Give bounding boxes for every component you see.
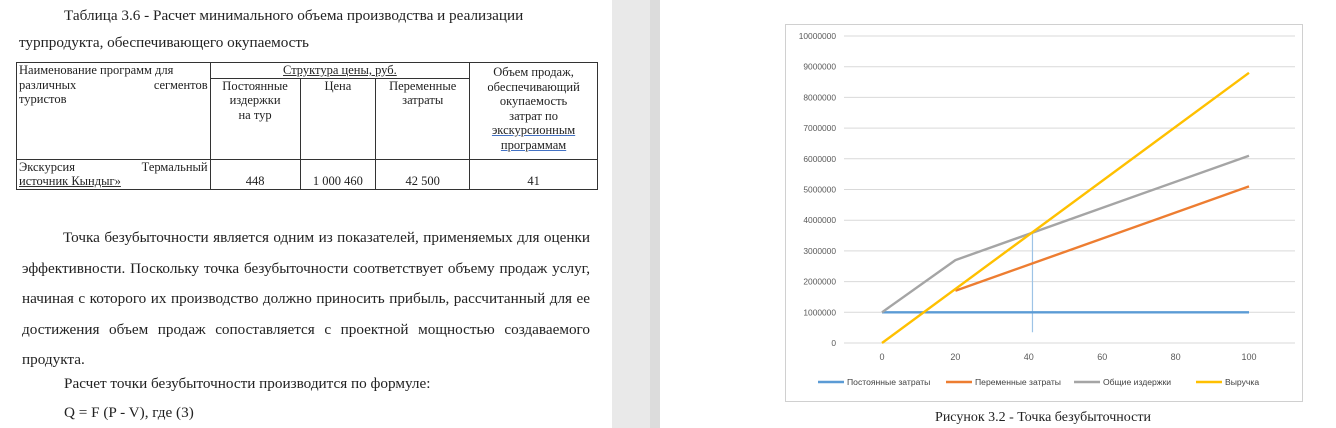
row-fixed-costs: 448 (210, 159, 300, 189)
y-tick-label: 5000000 (803, 184, 836, 195)
header-program-word1: различных (19, 77, 77, 92)
sales-header-line3: окупаемость (499, 94, 568, 108)
series-line-4 (882, 73, 1249, 343)
body-paragraph (22, 223, 590, 376)
header-program-name (17, 63, 211, 160)
series-line-2 (955, 186, 1249, 290)
x-tick-label: 60 (1097, 352, 1108, 362)
table-row (17, 159, 598, 189)
row-name-word1: Экскурсия (19, 159, 75, 174)
header-program-line3: туристов (19, 92, 67, 106)
row-price: 1 000 460 (300, 159, 376, 189)
fixed-costs-line2: издержки (229, 93, 281, 107)
series-line-3 (882, 156, 1249, 313)
body-paragraph-text: Точка безубыточности является одним из показателей, применяемых для оценки эффективности. Поскольку точка безубыточности соответствует объему продаж услуг, начиная с которого их производство должно приносить прибыль, рассчитанный для ее достижения объем продаж сопоставляется с проектной мощностью создаваемого продукта. (22, 229, 590, 369)
legend-entry-3: Общие издержки (1103, 377, 1172, 387)
figure-caption: Рисунок 3.2 - Точка безубыточности (935, 410, 1151, 425)
legend-entry-4: Выручка (1225, 377, 1260, 387)
fixed-costs-line1: Постоянные (222, 78, 288, 93)
legend-entry-2: Переменные затраты (975, 377, 1061, 387)
header-variable-costs (376, 78, 470, 159)
y-tick-label: 3000000 (803, 245, 836, 256)
chart-svg (786, 25, 1302, 401)
breakeven-chart (785, 24, 1303, 402)
table-header-row (17, 63, 598, 79)
row-name-word2: Термальный (141, 159, 208, 174)
page-gap-shadow (650, 0, 660, 428)
x-tick-label: 0 (879, 352, 885, 362)
y-tick-label: 4000000 (803, 215, 836, 226)
y-tick-label: 1000000 (803, 307, 836, 318)
cost-table (16, 62, 598, 190)
document-page-left (0, 0, 612, 428)
price-header-text: Цена (324, 78, 352, 93)
variable-costs-line1: Переменные (389, 78, 457, 93)
y-tick-label: 0 (831, 338, 836, 348)
variable-costs-line2: затраты (402, 93, 444, 107)
formula: Q = F (P - V), где (3) (64, 404, 194, 421)
sales-header-line2: обеспечивающий (487, 79, 580, 94)
x-tick-label: 40 (1023, 352, 1034, 362)
header-program-line2 (19, 78, 208, 93)
sales-header-line5: экскурсионным (491, 123, 576, 137)
header-price-structure-text: Структура цены, руб. (283, 63, 397, 77)
sales-header-line4: затрат по (509, 108, 558, 123)
page-gap (612, 0, 660, 428)
sales-header-line6: программам (500, 137, 567, 152)
header-price-structure (210, 63, 470, 79)
x-tick-label: 80 (1170, 352, 1181, 362)
y-tick-label: 8000000 (803, 92, 836, 103)
row-name-line1 (19, 160, 208, 175)
y-tick-label: 7000000 (803, 123, 836, 134)
y-tick-label: 10000000 (798, 31, 836, 41)
row-variable-costs: 42 500 (376, 159, 470, 189)
row-sales-volume: 41 (470, 159, 598, 189)
header-program-word2: сегментов (153, 77, 208, 92)
header-price (300, 78, 376, 159)
header-sales-volume (470, 63, 598, 160)
header-program-line1: Наименование программ для (19, 63, 174, 77)
fixed-costs-line3: на тур (238, 107, 272, 122)
header-fixed-costs (210, 78, 300, 159)
x-tick-label: 100 (1241, 352, 1257, 362)
x-tick-label: 20 (950, 352, 961, 362)
row-program-name (17, 159, 211, 189)
y-tick-label: 9000000 (803, 61, 836, 72)
table-caption-line1: Таблица 3.6 - Расчет минимального объема производства и реализации (64, 7, 524, 24)
y-tick-label: 2000000 (803, 276, 836, 287)
row-name-line2: источник Кындыг» (19, 174, 121, 188)
sales-header-line1: Объем продаж, (493, 65, 574, 79)
table-caption-line2: турпродукта, обеспечивающего окупаемость (19, 34, 309, 51)
formula-intro: Расчет точки безубыточности производится по формуле: (64, 375, 431, 392)
legend-entry-1: Постоянные затраты (847, 377, 931, 387)
y-tick-label: 6000000 (803, 153, 836, 164)
